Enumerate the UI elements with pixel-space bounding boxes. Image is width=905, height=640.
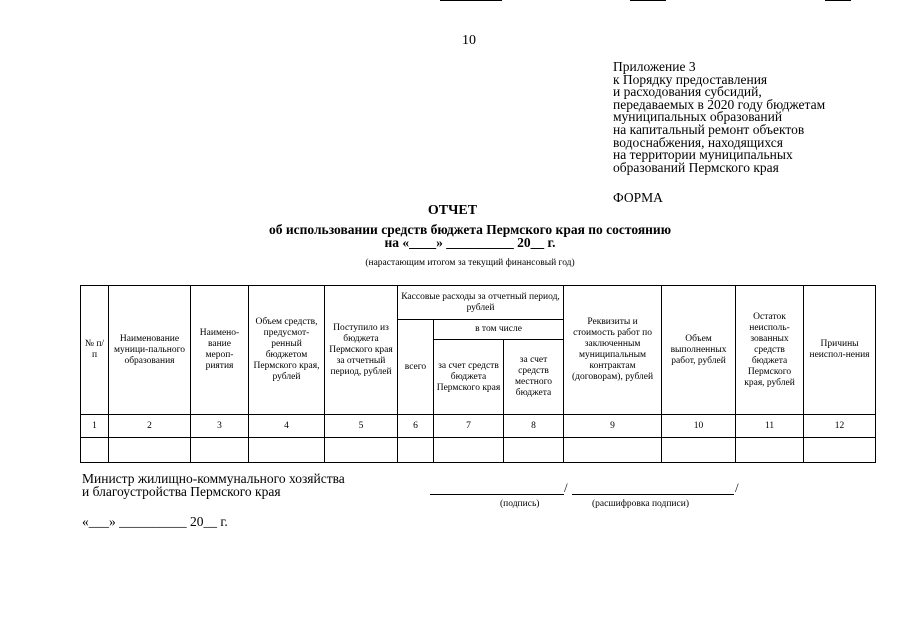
report-subtitle-line2: на «____» __________ 20__ г. xyxy=(384,235,556,250)
table-row-empty xyxy=(81,438,876,463)
signature-slash: / xyxy=(564,480,568,495)
header-planned-amount: Объем средств, предусмот-ренный бюджетом Пермского края, рублей xyxy=(249,286,325,415)
column-number-cell: 2 xyxy=(109,415,191,438)
empty-cell xyxy=(736,438,804,463)
header-municipality: Наименование муници-пального образования xyxy=(109,286,191,415)
signature-label: (подпись) xyxy=(500,499,540,509)
header-failure-reasons: Причины неиспол-нения xyxy=(804,286,876,415)
column-number-cell: 4 xyxy=(249,415,325,438)
column-number-cell: 9 xyxy=(564,415,662,438)
header-unused-balance: Остаток неисполь-зованных средств бюджета Пермского края, рублей xyxy=(736,286,804,415)
signature-date: «___» __________ 20__ г. xyxy=(82,514,228,529)
header-cash-expenses: Кассовые расходы за отчетный период, рублей xyxy=(398,286,564,320)
column-number-cell: 12 xyxy=(804,415,876,438)
header-contract-details: Реквизиты и стоимость работ по заключенным муниципальным контрактам (договорам), рублей xyxy=(564,286,662,415)
signature-line xyxy=(430,494,564,495)
empty-cell xyxy=(191,438,249,463)
header-perm-budget: за счет средств бюджета Пермского края xyxy=(434,340,504,415)
form-label: ФОРМА xyxy=(613,190,663,205)
header-activity: Наимено-вание мероп-риятия xyxy=(191,286,249,415)
top-border-line-left xyxy=(440,0,502,1)
column-number-cell: 3 xyxy=(191,415,249,438)
top-border-line-right xyxy=(825,0,851,1)
empty-cell xyxy=(81,438,109,463)
page-number: 10 xyxy=(462,33,476,48)
empty-cell xyxy=(564,438,662,463)
header-total: всего xyxy=(398,320,434,415)
report-table xyxy=(80,285,876,463)
empty-cell xyxy=(804,438,876,463)
column-number-cell: 11 xyxy=(736,415,804,438)
header-local-budget: за счет средств местного бюджета xyxy=(504,340,564,415)
header-work-volume: Объем выполненных работ, рублей xyxy=(662,286,736,415)
empty-cell xyxy=(504,438,564,463)
column-number-cell: 5 xyxy=(325,415,398,438)
report-subtitle-line1: об использовании средств бюджета Пермского края по состоянию xyxy=(268,222,672,237)
top-border-line-mid xyxy=(630,0,666,1)
empty-cell xyxy=(109,438,191,463)
column-number-cell: 8 xyxy=(504,415,564,438)
empty-cell xyxy=(325,438,398,463)
header-including: в том числе xyxy=(434,320,564,340)
column-number-cell: 1 xyxy=(81,415,109,438)
signature-decode-line xyxy=(572,494,734,495)
report-title: ОТЧЕТ xyxy=(427,203,478,218)
column-number-cell: 6 xyxy=(398,415,434,438)
signature-decode-label: (расшифровка подписи) xyxy=(592,499,689,509)
appendix-text: Приложение 3 к Порядку предоставления и расходования субсидий, передаваемых в 2020 году бюджетам муниципальных образований на капитальный ремонт объектов водоснабжения, находящихся на территории муниципальных образований Пермского края xyxy=(613,59,826,175)
signature-slash-end: / xyxy=(735,480,739,495)
column-number-cell: 10 xyxy=(662,415,736,438)
report-note: (нарастающим итогом за текущий финансовый год) xyxy=(365,258,575,268)
header-received-amount: Поступило из бюджета Пермского края за отчетный период, рублей xyxy=(325,286,398,415)
empty-cell xyxy=(249,438,325,463)
empty-cell xyxy=(434,438,504,463)
empty-cell xyxy=(662,438,736,463)
column-number-cell: 7 xyxy=(434,415,504,438)
report-subtitle xyxy=(230,223,710,249)
header-number: № п/п xyxy=(81,286,109,415)
signatory-title: Министр жилищно-коммунального хозяйства и благоустройства Пермского края xyxy=(82,471,345,499)
empty-cell xyxy=(398,438,434,463)
